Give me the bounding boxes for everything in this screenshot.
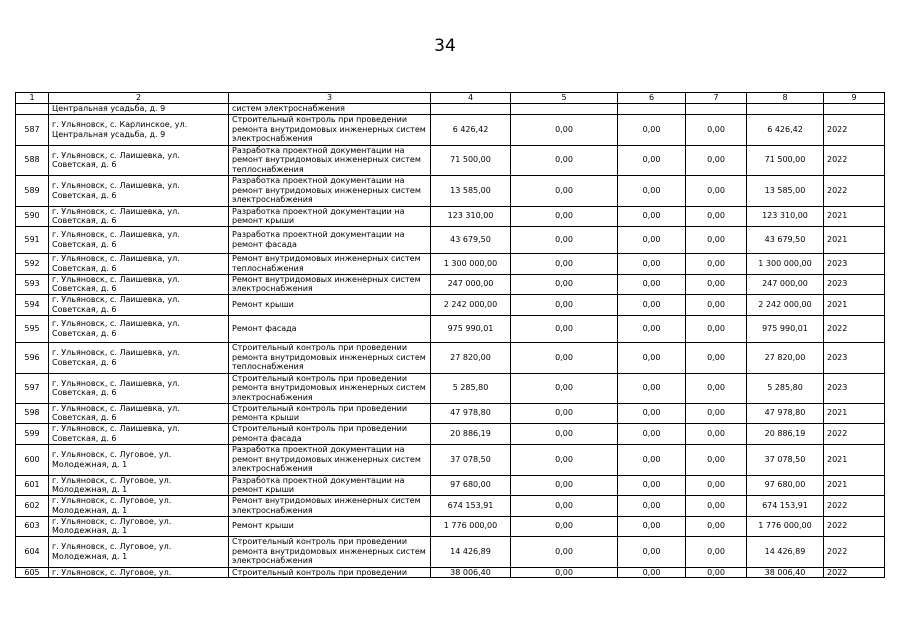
- cost-cell-col5: 0,00: [511, 274, 618, 294]
- cost-cell-col8: 5 285,80: [747, 373, 824, 403]
- cost-cell-col5: 0,00: [511, 175, 618, 206]
- header-row: [16, 93, 885, 104]
- cost-cell-col7: 0,00: [686, 567, 747, 578]
- header-cell: 5: [511, 93, 618, 104]
- cost-cell-col5: 0,00: [511, 567, 618, 578]
- row-number-cell: 591: [16, 226, 49, 253]
- table-row: [16, 274, 885, 294]
- year-cell: 2021: [824, 226, 885, 253]
- work-type-cell: Строительный контроль при проведении ремонта внутридомовых инженерных систем электроснабжения: [229, 373, 431, 403]
- table-row: [16, 536, 885, 567]
- year-cell: 2022: [824, 516, 885, 536]
- table-row: [16, 444, 885, 475]
- total-cost-cell: 123 310,00: [431, 206, 511, 226]
- row-number-cell: 594: [16, 294, 49, 315]
- cost-cell-col6: 0,00: [618, 495, 686, 516]
- cost-cell-col8: 1 300 000,00: [747, 253, 824, 274]
- year-cell: 2023: [824, 373, 885, 403]
- total-cost-cell: 2 242 000,00: [431, 294, 511, 315]
- year-cell: 2022: [824, 175, 885, 206]
- address-cell: г. Ульяновск, с. Луговое, ул.: [49, 567, 229, 578]
- year-cell: 2023: [824, 253, 885, 274]
- cost-cell-col5: 0,00: [511, 315, 618, 342]
- cost-cell-col8: 43 679,50: [747, 226, 824, 253]
- cost-cell-col5: 0,00: [511, 475, 618, 495]
- table-row: [16, 114, 885, 145]
- row-number-cell: 589: [16, 175, 49, 206]
- address-cell: г. Ульяновск, с. Лаишевка, ул. Советская, д. 6: [49, 294, 229, 315]
- row-number-cell: 592: [16, 253, 49, 274]
- cost-cell-col8: 247 000,00: [747, 274, 824, 294]
- work-type-cell: Ремонт крыши: [229, 516, 431, 536]
- year-cell: 2022: [824, 536, 885, 567]
- cost-cell-col7: 0,00: [686, 342, 747, 373]
- cost-cell-col5: 0,00: [511, 226, 618, 253]
- year-cell: 2022: [824, 495, 885, 516]
- address-cell: г. Ульяновск, с. Лаишевка, ул. Советская, д. 6: [49, 274, 229, 294]
- cost-cell-col8: 38 006,40: [747, 567, 824, 578]
- table-row: [16, 315, 885, 342]
- work-type-cell: Строительный контроль при проведении ремонта внутридомовых инженерных систем теплоснабжения: [229, 342, 431, 373]
- year-cell: 2021: [824, 206, 885, 226]
- cost-cell-col6: 0,00: [618, 206, 686, 226]
- cost-cell-col7: 0,00: [686, 294, 747, 315]
- address-cell: Центральная усадьба, д. 9: [49, 104, 229, 115]
- cost-cell-col5: 0,00: [511, 403, 618, 423]
- cost-cell-col5: 0,00: [511, 206, 618, 226]
- row-number-cell: 588: [16, 145, 49, 175]
- cost-cell-col6: 0,00: [618, 274, 686, 294]
- cost-cell-col6: 0,00: [618, 315, 686, 342]
- header-cell: 2: [49, 93, 229, 104]
- address-cell: г. Ульяновск, с. Лаишевка, ул. Советская, д. 6: [49, 342, 229, 373]
- cost-cell-col6: 0,00: [618, 114, 686, 145]
- work-type-cell: Строительный контроль при проведении ремонта крыши: [229, 403, 431, 423]
- cost-cell-col7: 0,00: [686, 226, 747, 253]
- total-cost-cell: 20 886,19: [431, 423, 511, 444]
- work-type-cell: Разработка проектной документации на ремонт внутридомовых инженерных систем электроснабжения: [229, 175, 431, 206]
- cost-cell-col6: 0,00: [618, 253, 686, 274]
- cost-cell-col8: 6 426,42: [747, 114, 824, 145]
- address-cell: г. Ульяновск, с. Лаишевка, ул. Советская, д. 6: [49, 253, 229, 274]
- year-cell: 2021: [824, 444, 885, 475]
- total-cost-cell: 27 820,00: [431, 342, 511, 373]
- work-type-cell: Разработка проектной документации на ремонт внутридомовых инженерных систем теплоснабжения: [229, 145, 431, 175]
- total-cost-cell: 6 426,42: [431, 114, 511, 145]
- total-cost-cell: 47 978,80: [431, 403, 511, 423]
- cost-cell-col7: [686, 104, 747, 115]
- row-number-cell: 604: [16, 536, 49, 567]
- year-cell: 2021: [824, 475, 885, 495]
- cost-cell-col6: 0,00: [618, 516, 686, 536]
- work-type-cell: систем электроснабжения: [229, 104, 431, 115]
- work-type-cell: Разработка проектной документации на ремонт крыши: [229, 475, 431, 495]
- cost-cell-col5: 0,00: [511, 495, 618, 516]
- cost-cell-col7: 0,00: [686, 495, 747, 516]
- header-cell: 9: [824, 93, 885, 104]
- cost-cell-col5: [511, 104, 618, 115]
- cost-cell-col8: 27 820,00: [747, 342, 824, 373]
- cost-cell-col7: 0,00: [686, 206, 747, 226]
- address-cell: г. Ульяновск, с. Лаишевка, ул. Советская, д. 6: [49, 373, 229, 403]
- cost-cell-col5: 0,00: [511, 114, 618, 145]
- table-row: [16, 145, 885, 175]
- address-cell: г. Ульяновск, с. Луговое, ул. Молодежная, д. 1: [49, 475, 229, 495]
- work-type-cell: Ремонт фасада: [229, 315, 431, 342]
- cost-cell-col7: 0,00: [686, 373, 747, 403]
- address-cell: г. Ульяновск, с. Лаишевка, ул. Советская, д. 6: [49, 175, 229, 206]
- work-type-cell: Строительный контроль при проведении: [229, 567, 431, 578]
- cost-cell-col7: 0,00: [686, 274, 747, 294]
- table-body: [16, 104, 885, 578]
- address-cell: г. Ульяновск, с. Лаишевка, ул. Советская, д. 6: [49, 145, 229, 175]
- cost-cell-col8: 2 242 000,00: [747, 294, 824, 315]
- cost-cell-col6: 0,00: [618, 175, 686, 206]
- year-cell: [824, 104, 885, 115]
- cost-cell-col6: 0,00: [618, 403, 686, 423]
- cost-cell-col5: 0,00: [511, 516, 618, 536]
- cost-cell-col7: 0,00: [686, 175, 747, 206]
- cost-cell-col7: 0,00: [686, 114, 747, 145]
- work-type-cell: Разработка проектной документации на ремонт внутридомовых инженерных систем электроснабжения: [229, 444, 431, 475]
- address-cell: г. Ульяновск, с. Лаишевка, ул. Советская, д. 6: [49, 206, 229, 226]
- work-type-cell: Строительный контроль при проведении ремонта внутридомовых инженерных систем электроснабжения: [229, 536, 431, 567]
- total-cost-cell: 13 585,00: [431, 175, 511, 206]
- total-cost-cell: 38 006,40: [431, 567, 511, 578]
- row-number-cell: 587: [16, 114, 49, 145]
- cost-cell-col8: 674 153,91: [747, 495, 824, 516]
- total-cost-cell: 247 000,00: [431, 274, 511, 294]
- total-cost-cell: 975 990,01: [431, 315, 511, 342]
- cost-cell-col5: 0,00: [511, 536, 618, 567]
- cost-cell-col8: 14 426,89: [747, 536, 824, 567]
- cost-cell-col6: 0,00: [618, 475, 686, 495]
- table-row: [16, 403, 885, 423]
- cost-cell-col8: 47 978,80: [747, 403, 824, 423]
- total-cost-cell: 14 426,89: [431, 536, 511, 567]
- work-type-cell: Разработка проектной документации на ремонт фасада: [229, 226, 431, 253]
- table-row: [16, 253, 885, 274]
- cost-cell-col8: 20 886,19: [747, 423, 824, 444]
- total-cost-cell: 37 078,50: [431, 444, 511, 475]
- header-cell: 1: [16, 93, 49, 104]
- cost-cell-col7: 0,00: [686, 444, 747, 475]
- row-number-cell: 596: [16, 342, 49, 373]
- cost-cell-col8: 123 310,00: [747, 206, 824, 226]
- cost-cell-col8: [747, 104, 824, 115]
- cost-cell-col6: 0,00: [618, 423, 686, 444]
- row-number-cell: 599: [16, 423, 49, 444]
- cost-cell-col5: 0,00: [511, 145, 618, 175]
- table-row: [16, 475, 885, 495]
- cost-cell-col8: 975 990,01: [747, 315, 824, 342]
- work-type-cell: Ремонт крыши: [229, 294, 431, 315]
- cost-cell-col7: 0,00: [686, 475, 747, 495]
- cost-cell-col7: 0,00: [686, 403, 747, 423]
- page-number: 34: [434, 36, 456, 56]
- cost-cell-col7: 0,00: [686, 536, 747, 567]
- year-cell: 2023: [824, 342, 885, 373]
- header-cell: 6: [618, 93, 686, 104]
- cost-cell-col6: 0,00: [618, 373, 686, 403]
- total-cost-cell: 674 153,91: [431, 495, 511, 516]
- header-cell: 7: [686, 93, 747, 104]
- row-number-cell: 593: [16, 274, 49, 294]
- year-cell: 2022: [824, 423, 885, 444]
- cost-cell-col5: 0,00: [511, 423, 618, 444]
- header-cell: 4: [431, 93, 511, 104]
- header-cell: 8: [747, 93, 824, 104]
- table-row: [16, 567, 885, 578]
- row-number-cell: 600: [16, 444, 49, 475]
- cost-cell-col8: 97 680,00: [747, 475, 824, 495]
- capital-repair-table: [15, 92, 885, 578]
- address-cell: г. Ульяновск, с. Луговое, ул. Молодежная, д. 1: [49, 516, 229, 536]
- work-type-cell: Разработка проектной документации на ремонт крыши: [229, 206, 431, 226]
- work-type-cell: Строительный контроль при проведении ремонта фасада: [229, 423, 431, 444]
- work-type-cell: Строительный контроль при проведении ремонта внутридомовых инженерных систем электроснабжения: [229, 114, 431, 145]
- year-cell: 2021: [824, 403, 885, 423]
- cost-cell-col6: 0,00: [618, 145, 686, 175]
- cost-cell-col6: 0,00: [618, 226, 686, 253]
- table-row: [16, 423, 885, 444]
- cost-cell-col6: 0,00: [618, 444, 686, 475]
- year-cell: 2022: [824, 145, 885, 175]
- table-row: [16, 342, 885, 373]
- address-cell: г. Ульяновск, с. Лаишевка, ул. Советская, д. 6: [49, 403, 229, 423]
- row-number-cell: 590: [16, 206, 49, 226]
- address-cell: г. Ульяновск, с. Лаишевка, ул. Советская, д. 6: [49, 315, 229, 342]
- cost-cell-col5: 0,00: [511, 294, 618, 315]
- year-cell: 2022: [824, 114, 885, 145]
- year-cell: 2022: [824, 315, 885, 342]
- table-row: [16, 104, 885, 115]
- row-number-cell: 603: [16, 516, 49, 536]
- work-type-cell: Ремонт внутридомовых инженерных систем электроснабжения: [229, 495, 431, 516]
- table-row: [16, 516, 885, 536]
- total-cost-cell: 71 500,00: [431, 145, 511, 175]
- table-row: [16, 373, 885, 403]
- work-type-cell: Ремонт внутридомовых инженерных систем электроснабжения: [229, 274, 431, 294]
- address-cell: г. Ульяновск, с. Луговое, ул. Молодежная, д. 1: [49, 536, 229, 567]
- address-cell: г. Ульяновск, с. Лаишевка, ул. Советская, д. 6: [49, 226, 229, 253]
- cost-cell-col7: 0,00: [686, 315, 747, 342]
- row-number-cell: 605: [16, 567, 49, 578]
- address-cell: г. Ульяновск, с. Луговое, ул. Молодежная, д. 1: [49, 444, 229, 475]
- cost-cell-col7: 0,00: [686, 423, 747, 444]
- table-row: [16, 175, 885, 206]
- year-cell: 2021: [824, 294, 885, 315]
- cost-cell-col8: 13 585,00: [747, 175, 824, 206]
- cost-cell-col6: 0,00: [618, 536, 686, 567]
- row-number-cell: 597: [16, 373, 49, 403]
- cost-cell-col5: 0,00: [511, 444, 618, 475]
- total-cost-cell: 5 285,80: [431, 373, 511, 403]
- row-number-cell: 598: [16, 403, 49, 423]
- cost-cell-col7: 0,00: [686, 145, 747, 175]
- address-cell: г. Ульяновск, с. Карлинское, ул. Центральная усадьба, д. 9: [49, 114, 229, 145]
- table-row: [16, 294, 885, 315]
- row-number-cell: 601: [16, 475, 49, 495]
- row-number-cell: 602: [16, 495, 49, 516]
- total-cost-cell: 97 680,00: [431, 475, 511, 495]
- total-cost-cell: 1 776 000,00: [431, 516, 511, 536]
- address-cell: г. Ульяновск, с. Лаишевка, ул. Советская, д. 6: [49, 423, 229, 444]
- cost-cell-col6: 0,00: [618, 294, 686, 315]
- cost-cell-col6: [618, 104, 686, 115]
- total-cost-cell: 43 679,50: [431, 226, 511, 253]
- cost-cell-col5: 0,00: [511, 342, 618, 373]
- year-cell: 2023: [824, 274, 885, 294]
- cost-cell-col8: 71 500,00: [747, 145, 824, 175]
- address-cell: г. Ульяновск, с. Луговое, ул. Молодежная, д. 1: [49, 495, 229, 516]
- cost-cell-col6: 0,00: [618, 342, 686, 373]
- work-type-cell: Ремонт внутридомовых инженерных систем теплоснабжения: [229, 253, 431, 274]
- table-row: [16, 206, 885, 226]
- total-cost-cell: 1 300 000,00: [431, 253, 511, 274]
- cost-cell-col5: 0,00: [511, 373, 618, 403]
- table-header: [16, 93, 885, 104]
- table-row: [16, 226, 885, 253]
- cost-cell-col8: 1 776 000,00: [747, 516, 824, 536]
- year-cell: 2022: [824, 567, 885, 578]
- cost-cell-col5: 0,00: [511, 253, 618, 274]
- header-cell: 3: [229, 93, 431, 104]
- cost-cell-col7: 0,00: [686, 253, 747, 274]
- cost-cell-col7: 0,00: [686, 516, 747, 536]
- table-row: [16, 495, 885, 516]
- total-cost-cell: [431, 104, 511, 115]
- row-number-cell: 595: [16, 315, 49, 342]
- row-number-cell: [16, 104, 49, 115]
- cost-cell-col6: 0,00: [618, 567, 686, 578]
- cost-cell-col8: 37 078,50: [747, 444, 824, 475]
